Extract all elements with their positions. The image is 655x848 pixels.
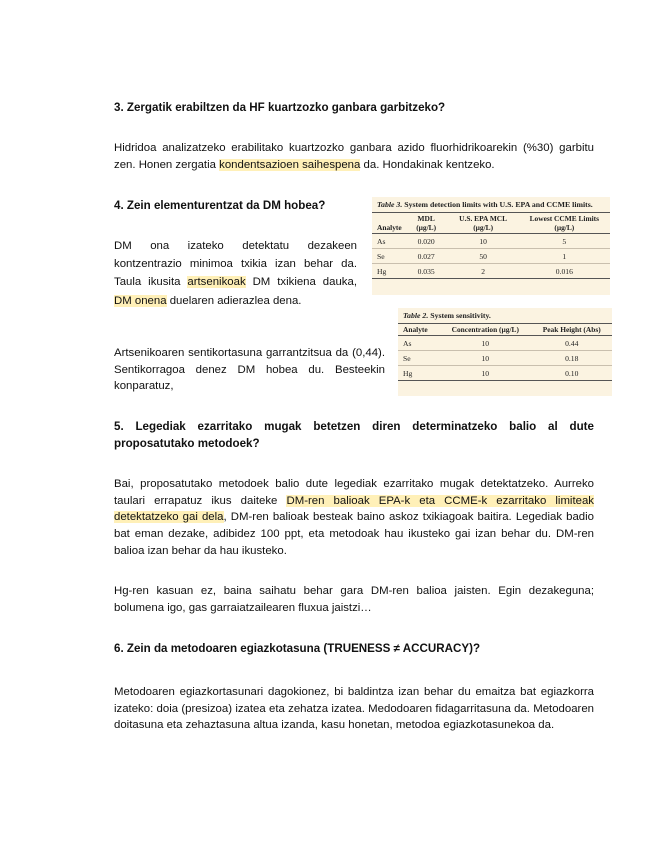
table-cell: 0.027 [405, 249, 448, 264]
table-cell: 50 [448, 249, 519, 264]
table-cell: Hg [372, 264, 405, 279]
table-row [398, 351, 612, 366]
table-row [372, 234, 610, 249]
table-cell: As [398, 336, 439, 351]
table-cell: 0.020 [405, 234, 448, 249]
table-cell: 10 [439, 366, 531, 381]
column-header: Concentration (µg/L) [439, 324, 531, 336]
text-segment: Bai, proposatutako metodoek balio dute legediak ezarritako mugak detektatzeko. Aurreko taulari errapatuz ikus daiteke [114, 478, 594, 507]
table-cell: 0.10 [531, 366, 612, 381]
table-cell: As [372, 234, 405, 249]
table-caption-text: System detection limits with U.S. EPA and CCME limits. [402, 200, 593, 209]
highlight-text: DM-ren balioak EPA-k eta CCME-k ezarritako limiteak detektatzeko gai dela [114, 494, 594, 524]
table-caption-label: Table 3. [377, 200, 403, 209]
table-2 [398, 308, 612, 396]
table-2-caption [398, 308, 612, 320]
table-row [398, 336, 612, 351]
table-cell: 0.44 [531, 336, 612, 351]
text-segment: DM ona izateko detektatu dezakeen kontzentrazio minimoa txikia izan behar da. Taula ikusita [114, 240, 357, 289]
table-3-grid [372, 212, 610, 279]
table-3-caption [372, 197, 610, 209]
table-row [398, 366, 612, 381]
heading-q5: 5. Legediak ezarritako mugak betetzen diren determinatzeko balio al dute proposatutako metodoek? [114, 420, 594, 450]
text-segment: Hidridoa analizatzeko erabilitako kuartzozko ganbara azido fluorhidrikoarekin (%30) garbitu zen. Honen zergatia [114, 142, 594, 171]
heading-q3: 3. Zergatik erabiltzen da HF kuartzozko ganbara garbitzeko? [114, 101, 446, 114]
table-caption-text: System sensitivity. [428, 311, 491, 320]
table-cell: Se [372, 249, 405, 264]
paragraph-q5-2: Hg-ren kasuan ez, baina saihatu behar gara DM-ren balioa jaisten. Egin dezakeguna; bolumena igo, gas garraiatzailearen fluxua jaistzi… [114, 585, 594, 614]
column-header: Analyte [372, 213, 405, 234]
table-2-grid [398, 323, 612, 381]
column-header: Peak Height (Abs) [531, 324, 612, 336]
highlight-text: DM onena [114, 294, 167, 307]
paragraph-q5-1 [114, 476, 594, 560]
paragraph-q3 [114, 140, 594, 173]
table-cell: 0.016 [519, 264, 610, 279]
table-caption-label: Table 2. [403, 311, 429, 320]
table-3 [372, 197, 610, 295]
column-header: U.S. EPA MCL (µg/L) [448, 213, 519, 234]
column-header: MDL (µg/L) [405, 213, 448, 234]
column-header: Lowest CCME Limits (µg/L) [519, 213, 610, 234]
table-cell: 1 [519, 249, 610, 264]
table-cell: 10 [439, 336, 531, 351]
paragraph-q4-2: Artsenikoaren sentikortasuna garrantzitsua da (0,44). Sentikorragoa denez DM hobea du. Besteekin konparatuz, [114, 347, 385, 393]
paragraph-q4-1 [114, 237, 357, 310]
heading-q4: 4. Zein elementurentzat da DM hobea? [114, 199, 326, 212]
table-cell: 2 [448, 264, 519, 279]
text-segment: duelaren adierazlea dena. [166, 294, 302, 307]
highlight-text: artsenikoak [187, 276, 246, 289]
paragraph-q6: Metodoaren egiazkortasunari dagokionez, bi baldintza izan behar du emaitza bat egiazkorra izateko: doia (presizoa) izatea eta zehatza izatea. Medodoaren fidagarritasuna da. Metodoaren doitasuna eta zehaztasuna altua izanda, kasu honetan, metodoa egiazkotasunekoa da. [114, 686, 594, 732]
highlight-text: kondentsazioen saihespena [219, 158, 361, 171]
text-segment: DM txikiena dauka, [245, 276, 357, 289]
text-segment: , DM-ren balioak besteak baino askoz txikiagoak baitira. Legediak badio bat eman dezake, adibidez 100 ppt, eta metodoak hau ikusteko gai izan behar du. DM-ren balioa izan behar da hau ikusteko. [114, 511, 595, 557]
table-cell: 0.035 [405, 264, 448, 279]
heading-q6: 6. Zein da metodoaren egiazkotasuna (TRUENESS ≠ ACCURACY)? [114, 642, 481, 655]
table-row [372, 264, 610, 279]
column-header: Analyte [398, 324, 439, 336]
table-cell: 0.18 [531, 351, 612, 366]
table-cell: 10 [439, 351, 531, 366]
table-cell: Hg [398, 366, 439, 381]
table-row [372, 249, 610, 264]
text-segment: da. Hondakinak kentzeko. [360, 158, 495, 171]
table-cell: 5 [519, 234, 610, 249]
table-cell: 10 [448, 234, 519, 249]
table-cell: Se [398, 351, 439, 366]
